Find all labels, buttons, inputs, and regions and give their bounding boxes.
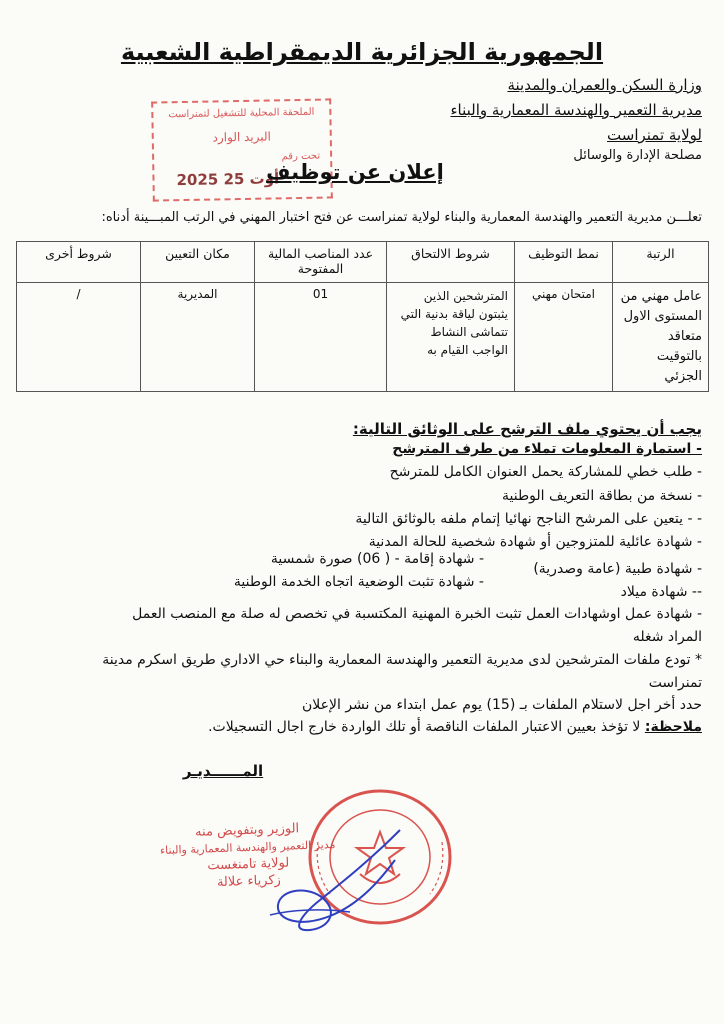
table-cell-place: المديرية [141, 283, 255, 392]
note [208, 719, 702, 735]
table-header: شروط الالتحاق [387, 242, 515, 283]
list-item: - شهادة تثبت الوضعية اتجاه الخدمة الوطنية [233, 574, 484, 590]
stamp-office: الملحقة المحلية للتشغيل لتمنراست [168, 106, 315, 121]
announcement-title: إعلان عن توظيف [266, 160, 444, 184]
table-cell-rank: عامل مهني من المستوى الاول متعاقد بالتوقيت الجزئي [613, 283, 709, 392]
list-item: - شهادة طبية (عامة وصدرية) [533, 561, 702, 577]
list-item: -- شهادة ميلاد [620, 584, 702, 600]
table-cell-other: / [17, 283, 141, 392]
list-item: حدد أخر اجل لاستلام الملفات بـ (15) يوم عمل ابتداء من نشر الإعلان [302, 697, 702, 713]
table-header: عدد المناصب المالية المفتوحة [255, 242, 387, 283]
signature-line: مدير التعمير والهندسة المعمارية والبناء [159, 837, 336, 858]
table-header: الرتبة [613, 242, 709, 283]
table-header-row [17, 242, 709, 283]
signature-line: زكرياء علالة [216, 872, 282, 891]
directorate-name: مديرية التعمير والهندسة المعمارية والبناء [450, 101, 702, 119]
intro-text: تعلـــن مديرية التعمير والهندسة المعمارية والبناء لولاية تمنراست عن فتح اختبار المهني في الرتب المبـــينة أدناه: [101, 210, 702, 225]
list-item: - نسخة من بطاقة التعريف الوطنية [502, 488, 702, 504]
note-text: لا تؤخذ بعيين الاعتبار الملفات الناقصة أو تلك الواردة خارج اجال التسجيلات. [208, 719, 641, 735]
table-header: مكان التعيين [141, 242, 255, 283]
table-cell-mode: امتحان مهني [515, 283, 613, 392]
service-name: مصلحة الإدارة والوسائل [573, 148, 702, 163]
form-line: - استمارة المعلومات تملاء من طرف المترشح [392, 441, 702, 457]
signature-line: لولاية تامنغست [207, 855, 290, 874]
stamp-date: 2025 أوت 25 [176, 169, 280, 190]
table-cell-count: 01 [255, 283, 387, 392]
handwritten-signature-icon [250, 820, 420, 940]
list-item: - - يتعين على المرشح الناجح نهائيا إتمام ملفه بالوثائق التالية [355, 511, 702, 527]
received-stamp [151, 98, 333, 201]
table-row [17, 283, 709, 392]
stamp-mail: البريد الوارد [212, 129, 272, 145]
list-item: - شهادة عمل اوشهادات العمل تثبت الخبرة المهنية المكتسبة في تخصص له صلة مع المنصب العمل [132, 606, 702, 622]
list-item: - طلب خطي للمشاركة يحمل العنوان الكامل للمترشح [389, 464, 702, 480]
table-cell-conditions: المترشحين الذين يثبتون لياقة بدنية التي تتماشى النشاط الواجب القيام به [387, 283, 515, 392]
director-title: المــــــديـر [182, 762, 264, 780]
stamp-number: تحت رقم [281, 150, 321, 163]
list-item: - شهادة عائلية للمتزوجين أو شهادة شخصية للحالة المدنية [368, 534, 702, 550]
ministry-name: وزارة السكن والعمران والمدينة [507, 76, 702, 94]
list-item: * تودع ملفات المترشحين لدى مديرية التعمير والهندسة المعمارية والبناء حي الاداري طريق اسكرم مدينة [102, 652, 702, 668]
positions-table [16, 241, 709, 392]
list-item: - شهادة إقامة - ( 06) صورة شمسية [270, 551, 484, 567]
table-header: شروط أخرى [17, 242, 141, 283]
republic-title: الجمهورية الجزائرية الديمقراطية الشعبية [120, 38, 604, 66]
wilaya-name: لولاية تمنراست [607, 126, 702, 144]
signature-line: الوزير وبتفويض منه [194, 821, 300, 840]
list-item: المراد شغله [632, 629, 702, 645]
documents-heading: يجب أن يحتوي ملف الترشح على الوثائق التالية: [352, 420, 702, 438]
note-label: ملاحظة: [644, 719, 702, 735]
list-item: تمنراست [648, 675, 702, 691]
table-header: نمط التوظيف [515, 242, 613, 283]
